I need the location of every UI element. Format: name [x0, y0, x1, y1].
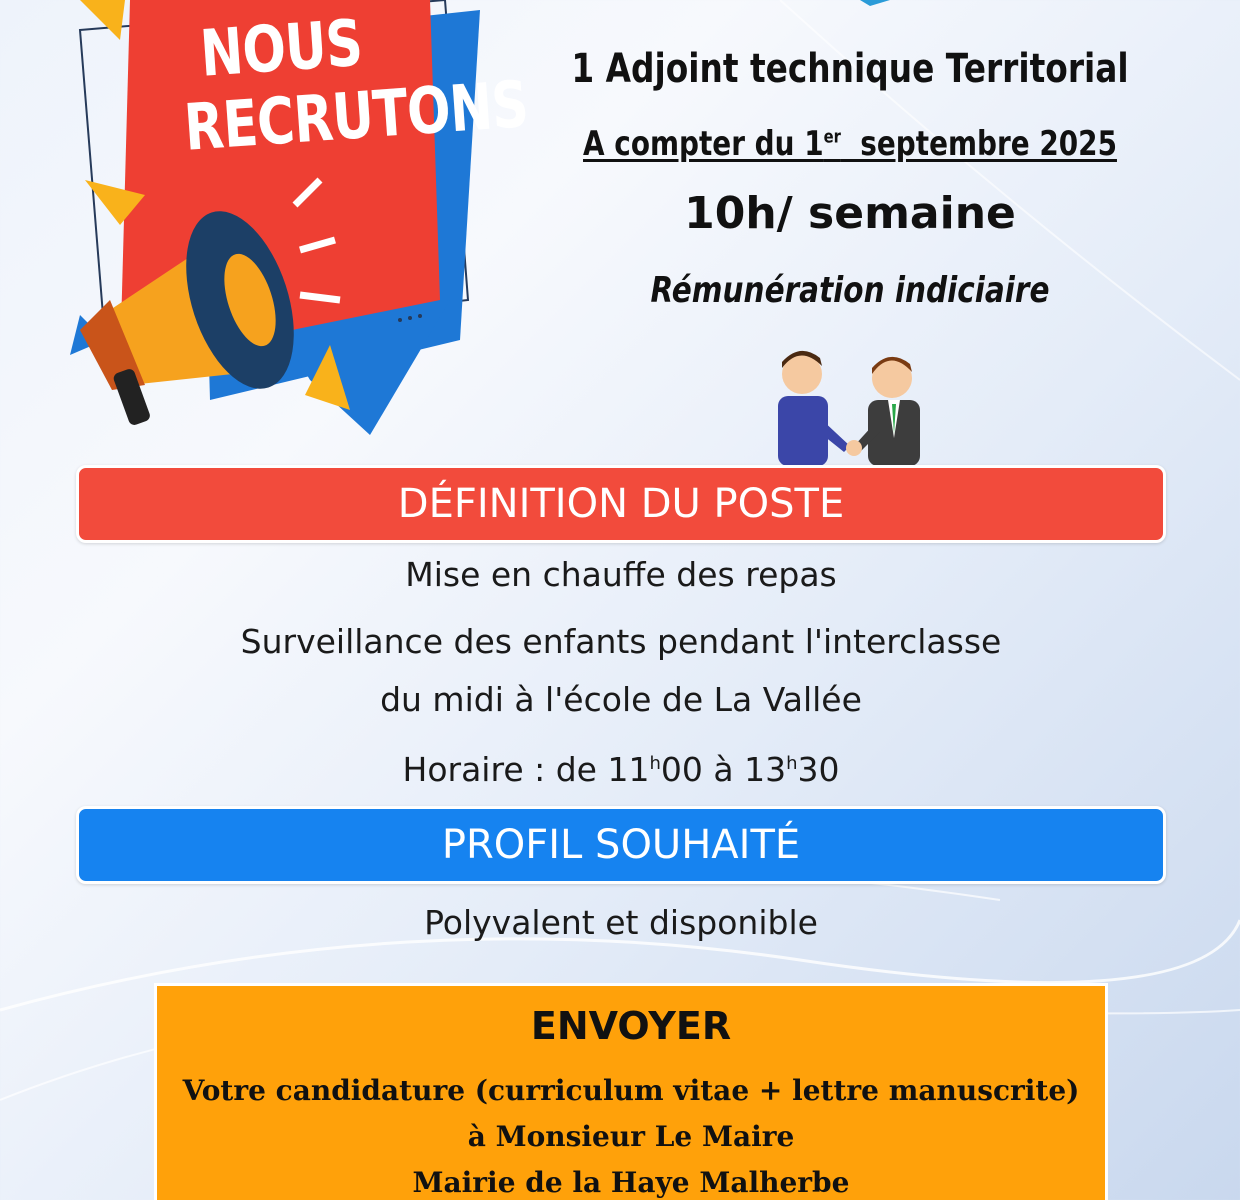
send-box [154, 983, 1108, 1200]
profile-heading: PROFIL SOUHAITÉ [76, 806, 1166, 884]
send-line-2: à Monsieur Le Maire [467, 1120, 795, 1153]
banner-line-2: RECRUTONS [182, 68, 531, 166]
send-line-1: Votre candidature (curriculum vitae + lettre manuscrite) [182, 1074, 1080, 1107]
weekly-hours: 10h/ semaine [684, 188, 1016, 239]
definition-item-2-line-1: Surveillance des enfants pendant l'interclasse [240, 622, 1002, 661]
schedule [76, 750, 1166, 789]
schedule-mid: 00 à 13 [660, 750, 787, 789]
recruiting-banner [50, 0, 531, 440]
schedule-prefix: Horaire : de 11 [402, 750, 650, 789]
schedule-sup-2: h [786, 753, 798, 774]
start-date [563, 124, 1137, 164]
job-title: 1 Adjoint technique Territorial [571, 46, 1129, 92]
profile-item-1: Polyvalent et disponible [424, 903, 818, 942]
pay-info: Rémunération indiciaire [650, 270, 1050, 311]
schedule-end: 30 [797, 750, 840, 789]
handshake-icon [770, 348, 930, 466]
start-date-suffix: septembre 2025 [840, 124, 1117, 164]
send-heading: ENVOYER [530, 1004, 732, 1048]
send-line-3: Mairie de la Haye Malherbe [412, 1166, 850, 1199]
definition-heading: DÉFINITION DU POSTE [76, 465, 1166, 543]
start-date-prefix: A compter du 1 [583, 124, 824, 164]
definition-item-1: Mise en chauffe des repas [405, 555, 837, 594]
start-date-sup: er [823, 126, 841, 148]
schedule-sup-1: h [649, 753, 661, 774]
definition-item-2-line-2: du midi à l'école de La Vallée [380, 680, 862, 719]
banner-line-1: NOUS [198, 6, 365, 92]
